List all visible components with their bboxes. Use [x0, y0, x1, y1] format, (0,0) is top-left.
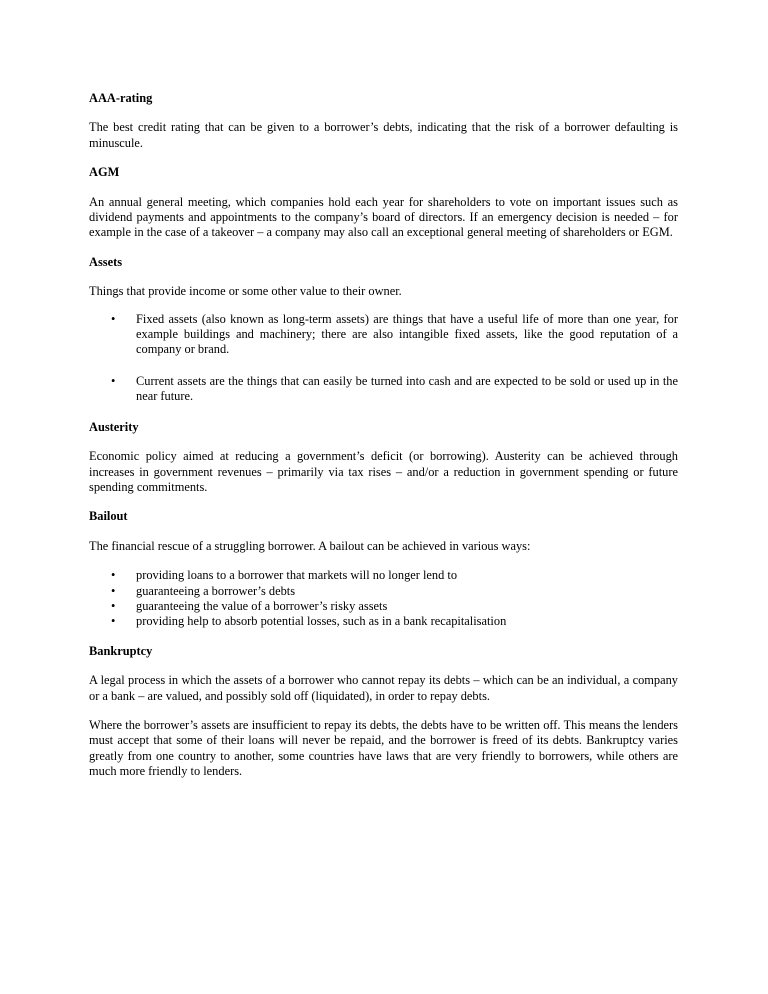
list-item-text: guaranteeing a borrower’s debts [136, 583, 296, 598]
definition-bankruptcy: A legal process in which the assets of a borrower who cannot repay its debts – which can be an individual, a company or a bank – are valued, and possibly sold off (liquidated), in order to repay debts. [89, 673, 678, 703]
bailout-bullet-list [89, 568, 678, 630]
bullet-icon: • [111, 373, 116, 388]
bullet-icon: • [111, 598, 116, 613]
term-heading-austerity: Austerity [89, 419, 139, 434]
list-item-text: Fixed assets (also known as long-term assets) are things that have a useful life of more than one year, for example buildings and machinery; there are also intangible fixed assets, like the good reputation of a company or brand. [136, 311, 678, 357]
list-item-text: providing loans to a borrower that markets will no longer lend to [136, 568, 458, 583]
term-heading-bankruptcy: Bankruptcy [89, 643, 153, 658]
bullet-icon: • [111, 583, 116, 598]
definition-bailout: The financial rescue of a struggling borrower. A bailout can be achieved in various ways: [89, 538, 531, 553]
list-item [89, 584, 678, 599]
list-item [89, 568, 678, 583]
term-heading-assets: Assets [89, 254, 123, 269]
term-heading-aaa-rating: AAA-rating [89, 91, 153, 105]
definition-aaa-rating: The best credit rating that can be given to a borrower’s debts, indicating that the risk of a borrower defaulting is minuscule. [89, 120, 678, 150]
bullet-icon: • [111, 568, 116, 583]
definition-agm: An annual general meeting, which companies hold each year for shareholders to vote on important issues such as dividend payments and appointments to the company’s board of directors. If an emergency decision is needed – for example in the case of a takeover – a company may also call an exceptional general meeting of shareholders or EGM. [89, 194, 678, 240]
list-item [89, 312, 678, 358]
list-item [89, 614, 678, 629]
list-item-text: guaranteeing the value of a borrower’s risky assets [136, 598, 388, 613]
term-heading-agm: AGM [89, 165, 120, 180]
assets-bullet-list [89, 312, 678, 405]
definition-assets: Things that provide income or some other value to their owner. [89, 284, 402, 299]
bullet-icon: • [111, 311, 116, 326]
list-item-text: Current assets are the things that can easily be turned into cash and are expected to be sold or used up in the near future. [136, 373, 678, 404]
bullet-icon: • [111, 614, 116, 629]
list-item-text: providing help to absorb potential losses, such as in a bank recapitalisation [136, 614, 507, 629]
definition-bankruptcy-continued: Where the borrower’s assets are insufficient to repay its debts, the debts have to be written off. This means the lenders must accept that some of their loans will never be repaid, and the borrower is freed of its debts. Bankruptcy varies greatly from one country to another, some countries have laws that are very friendly to borrowers, while others are much more friendly to lenders. [89, 717, 678, 779]
list-item [89, 599, 678, 614]
list-item [89, 374, 678, 405]
glossary-content [89, 91, 678, 794]
term-heading-bailout: Bailout [89, 509, 128, 524]
definition-austerity: Economic policy aimed at reducing a government’s deficit (or borrowing). Austerity can be achieved through increases in government revenues – primarily via tax rises – and/or a reduction in government spending or future spending commitments. [89, 449, 678, 494]
